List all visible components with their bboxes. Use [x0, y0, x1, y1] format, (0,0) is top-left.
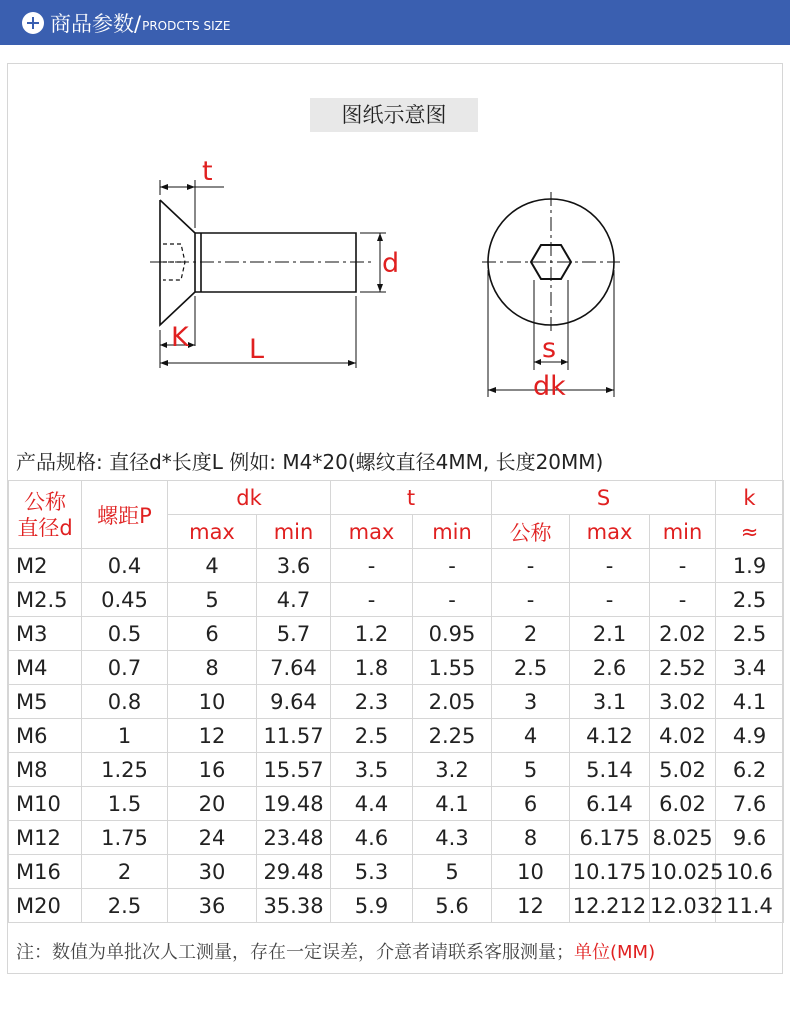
table-cell: 12.212 — [570, 889, 650, 923]
table-cell: 2.05 — [413, 685, 492, 719]
table-cell: 20 — [168, 787, 257, 821]
table-cell: 2.5 — [716, 583, 784, 617]
table-cell: 1.2 — [331, 617, 413, 651]
table-cell: M2 — [9, 549, 82, 583]
table-row — [9, 583, 784, 617]
header-t-max: max — [331, 515, 413, 549]
table-cell: 9.64 — [257, 685, 331, 719]
table-cell: 5 — [492, 753, 570, 787]
table-cell: 6.175 — [570, 821, 650, 855]
table-cell: 1 — [82, 719, 168, 753]
table-cell: 0.5 — [82, 617, 168, 651]
table-cell: 3.4 — [716, 651, 784, 685]
table-cell: 0.95 — [413, 617, 492, 651]
table-cell: 3 — [492, 685, 570, 719]
header-s-min: min — [650, 515, 716, 549]
table-cell: 3.2 — [413, 753, 492, 787]
table-cell: 24 — [168, 821, 257, 855]
table-cell: 4.12 — [570, 719, 650, 753]
table-cell: 4.3 — [413, 821, 492, 855]
table-cell: 9.6 — [716, 821, 784, 855]
table-cell: 5.02 — [650, 753, 716, 787]
table-cell: 10.175 — [570, 855, 650, 889]
label-dk: dk — [533, 371, 566, 402]
table-cell: 2.6 — [570, 651, 650, 685]
table-cell: 3.5 — [331, 753, 413, 787]
table-cell: 7.6 — [716, 787, 784, 821]
table-cell: M3 — [9, 617, 82, 651]
label-t: t — [202, 156, 213, 187]
table-row — [9, 685, 784, 719]
header-pitch: 螺距P — [82, 481, 168, 549]
header-s-nominal: 公称 — [492, 515, 570, 549]
table-cell: 2.5 — [82, 889, 168, 923]
table-cell: 1.75 — [82, 821, 168, 855]
table-cell: 1.25 — [82, 753, 168, 787]
table-cell: 6.02 — [650, 787, 716, 821]
table-cell: 4.7 — [257, 583, 331, 617]
table-cell: - — [331, 549, 413, 583]
table-cell: 10 — [168, 685, 257, 719]
table-cell: 4 — [168, 549, 257, 583]
header-subtitle: PRODCTS SIZE — [142, 18, 231, 33]
table-cell: 1.55 — [413, 651, 492, 685]
header-title: 商品参数/ — [50, 11, 142, 36]
header-k: k — [716, 481, 784, 515]
table-row — [9, 753, 784, 787]
table-cell: M20 — [9, 889, 82, 923]
table-cell: 0.4 — [82, 549, 168, 583]
table-cell: - — [650, 583, 716, 617]
table-row — [9, 787, 784, 821]
table-cell: M10 — [9, 787, 82, 821]
table-cell: 4.1 — [716, 685, 784, 719]
table-cell: 5.9 — [331, 889, 413, 923]
table-cell: 1.5 — [82, 787, 168, 821]
table-cell: 2.5 — [492, 651, 570, 685]
table-cell: 6 — [168, 617, 257, 651]
table-cell: 10.6 — [716, 855, 784, 889]
table-cell: 7.64 — [257, 651, 331, 685]
table-cell: 35.38 — [257, 889, 331, 923]
header-dk-max: max — [168, 515, 257, 549]
table-cell: - — [650, 549, 716, 583]
table-cell: 6.2 — [716, 753, 784, 787]
label-s: s — [542, 333, 557, 364]
table-cell: - — [413, 549, 492, 583]
table-row — [9, 821, 784, 855]
table-cell: 10.025 — [650, 855, 716, 889]
table-cell: 4.02 — [650, 719, 716, 753]
header-dk-min: min — [257, 515, 331, 549]
table-cell: 8 — [168, 651, 257, 685]
table-cell: 2.1 — [570, 617, 650, 651]
table-cell: M12 — [9, 821, 82, 855]
table-cell: 5.7 — [257, 617, 331, 651]
table-cell: 5.3 — [331, 855, 413, 889]
header-s: S — [492, 481, 716, 515]
table-cell: 2.52 — [650, 651, 716, 685]
table-cell: 11.57 — [257, 719, 331, 753]
table-cell: 29.48 — [257, 855, 331, 889]
table-cell: 12 — [492, 889, 570, 923]
spec-description: 产品规格: 直径d*长度L 例如: M4*20(螺纹直径4MM, 长度20MM) — [16, 450, 604, 474]
table-cell: 12.032 — [650, 889, 716, 923]
label-K: K — [171, 322, 189, 353]
table-cell: 0.7 — [82, 651, 168, 685]
size-table — [8, 480, 784, 923]
table-cell: 6 — [492, 787, 570, 821]
table-cell: 8 — [492, 821, 570, 855]
section-header — [0, 0, 790, 45]
table-row — [9, 855, 784, 889]
table-cell: M4 — [9, 651, 82, 685]
table-cell: 4.1 — [413, 787, 492, 821]
table-cell: 3.1 — [570, 685, 650, 719]
label-L: L — [249, 334, 265, 365]
table-cell: 6.14 — [570, 787, 650, 821]
table-cell: 23.48 — [257, 821, 331, 855]
table-cell: 5.6 — [413, 889, 492, 923]
table-cell: 19.48 — [257, 787, 331, 821]
table-cell: - — [492, 549, 570, 583]
table-cell: 3.02 — [650, 685, 716, 719]
table-cell: 2.5 — [331, 719, 413, 753]
table-header-row-1 — [9, 481, 784, 515]
screw-diagram — [0, 140, 790, 440]
table-row — [9, 549, 784, 583]
table-cell: 2.02 — [650, 617, 716, 651]
table-cell: 4.9 — [716, 719, 784, 753]
table-cell: 5 — [413, 855, 492, 889]
table-cell: 15.57 — [257, 753, 331, 787]
diagram-title: 图纸示意图 — [310, 98, 478, 132]
table-row — [9, 889, 784, 923]
table-cell: - — [331, 583, 413, 617]
table-cell: 10 — [492, 855, 570, 889]
table-cell: 3.6 — [257, 549, 331, 583]
note-unit: 单位(MM) — [574, 942, 656, 963]
table-cell: 2.3 — [331, 685, 413, 719]
table-cell: 2 — [82, 855, 168, 889]
table-cell: M8 — [9, 753, 82, 787]
table-cell: M2.5 — [9, 583, 82, 617]
measurement-note — [16, 938, 655, 964]
table-cell: 2 — [492, 617, 570, 651]
table-cell: - — [413, 583, 492, 617]
table-cell: 12 — [168, 719, 257, 753]
header-k-approx: ≈ — [716, 515, 784, 549]
table-cell: 30 — [168, 855, 257, 889]
table-cell: 11.4 — [716, 889, 784, 923]
table-cell: 4.6 — [331, 821, 413, 855]
table-cell: 4.4 — [331, 787, 413, 821]
table-cell: - — [570, 549, 650, 583]
table-cell: 2.25 — [413, 719, 492, 753]
header-nominal-diameter: 公称 直径d — [9, 481, 82, 549]
table-cell: 5.14 — [570, 753, 650, 787]
table-cell: - — [492, 583, 570, 617]
table-row — [9, 651, 784, 685]
header-t-min: min — [413, 515, 492, 549]
table-body — [9, 549, 784, 923]
table-row — [9, 617, 784, 651]
table-cell: 1.8 — [331, 651, 413, 685]
table-cell: - — [570, 583, 650, 617]
header-s-max: max — [570, 515, 650, 549]
table-cell: 0.8 — [82, 685, 168, 719]
table-cell: 5 — [168, 583, 257, 617]
table-cell: 1.9 — [716, 549, 784, 583]
table-cell: M5 — [9, 685, 82, 719]
header-t: t — [331, 481, 492, 515]
header-dk: dk — [168, 481, 331, 515]
table-cell: 4 — [492, 719, 570, 753]
table-cell: 0.45 — [82, 583, 168, 617]
note-text: 注：数值为单批次人工测量，存在一定误差，介意者请联系客服测量； — [16, 942, 574, 963]
table-cell: 8.025 — [650, 821, 716, 855]
label-d: d — [382, 248, 400, 279]
table-row — [9, 719, 784, 753]
table-cell: M6 — [9, 719, 82, 753]
table-cell: M16 — [9, 855, 82, 889]
table-cell: 16 — [168, 753, 257, 787]
plus-circle-icon — [22, 12, 44, 34]
table-cell: 2.5 — [716, 617, 784, 651]
table-cell: 36 — [168, 889, 257, 923]
